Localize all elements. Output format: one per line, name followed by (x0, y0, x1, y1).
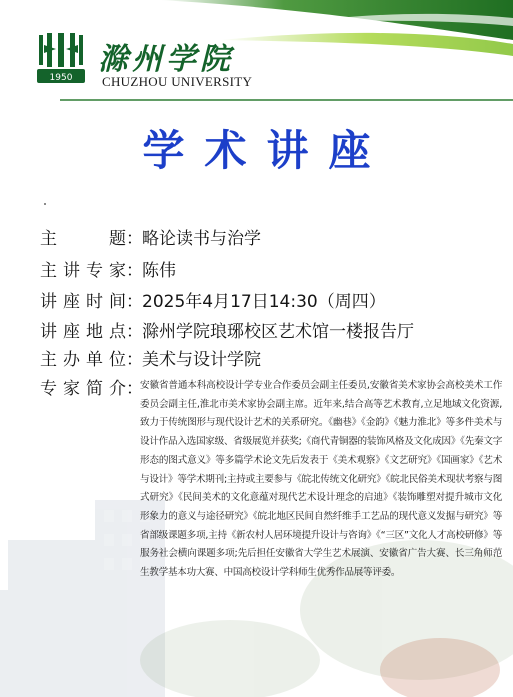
field-value: 略论读书与治学 (142, 229, 261, 249)
university-logo-icon (36, 31, 86, 87)
field-row-topic: 主 题：略论读书与治学 (40, 224, 261, 249)
field-value: 美术与设计学院 (142, 350, 261, 370)
speaker-bio-text: 安徽省普通本科高校设计学专业合作委员会副主任委员,安徽省美术家协会高校美术工作委员会副主任,淮北市美术家协会副主席。近年来,结合高等艺术教育,立足地域文化资源,致力于传统图形与现代设计艺术的关系研究。《幽巷》《金韵》《魅力淮北》等多件美术与设计作品入选国家级、省级展览并获奖;《商代青铜器的装饰风格及文化成因》《先秦文字形态的图式意义》等多篇学术论文先后发表于《美术观察》《文艺研究》《国画家》《艺术与设计》等学术期刊;主持或主要参与《皖北传统文化研究》《皖北民俗美术现状考察与图式研究》《民间美术的文化意蕴对现代艺术设计理念的启迪》《装饰雕塑对提升城市文化形象力的意义与途径研究》《皖北地区民间自然纤维手工艺品的现代意义发掘与研究》等省部级课题多项,主持《新农村人居环境提升设计与咨询》《“三区”文化人才高校研修》等服务社会横向课题多项;先后担任安徽省大学生艺术展演、安徽省广告大赛、长三角师范生教学基本功大赛、中国高校设计学科师生优秀作品展等评委。 (140, 380, 502, 579)
field-row-bio-label: 专家简介： (40, 374, 142, 399)
logo-year-text: 1950 (49, 73, 73, 83)
poster-title: 学术讲座 (142, 126, 391, 175)
decorative-dot (44, 203, 46, 205)
field-label: 专家简介 (40, 379, 126, 399)
field-label: 讲座时间 (40, 292, 126, 312)
field-label: 主 题 (40, 229, 126, 249)
university-name-english: CHUZHOU UNIVERSITY (102, 74, 253, 89)
field-label: 讲座地点 (40, 322, 126, 342)
field-value: 滁州学院琅琊校区艺术馆一楼报告厅 (142, 322, 414, 342)
field-row-time: 讲座时间：2025年4月17日14:30（周四） (40, 287, 386, 312)
field-row-speaker: 主讲专家：陈伟 (40, 256, 176, 281)
university-name-chinese: 滁州学院 (98, 42, 234, 77)
field-value: 2025年4月17日14:30（周四） (142, 292, 386, 312)
field-label: 主讲专家 (40, 261, 126, 281)
field-label: 主办单位 (40, 350, 126, 370)
field-row-organizer: 主办单位：美术与设计学院 (40, 345, 261, 370)
field-row-location: 讲座地点：滁州学院琅琊校区艺术馆一楼报告厅 (40, 317, 414, 342)
field-value: 陈伟 (142, 261, 176, 281)
